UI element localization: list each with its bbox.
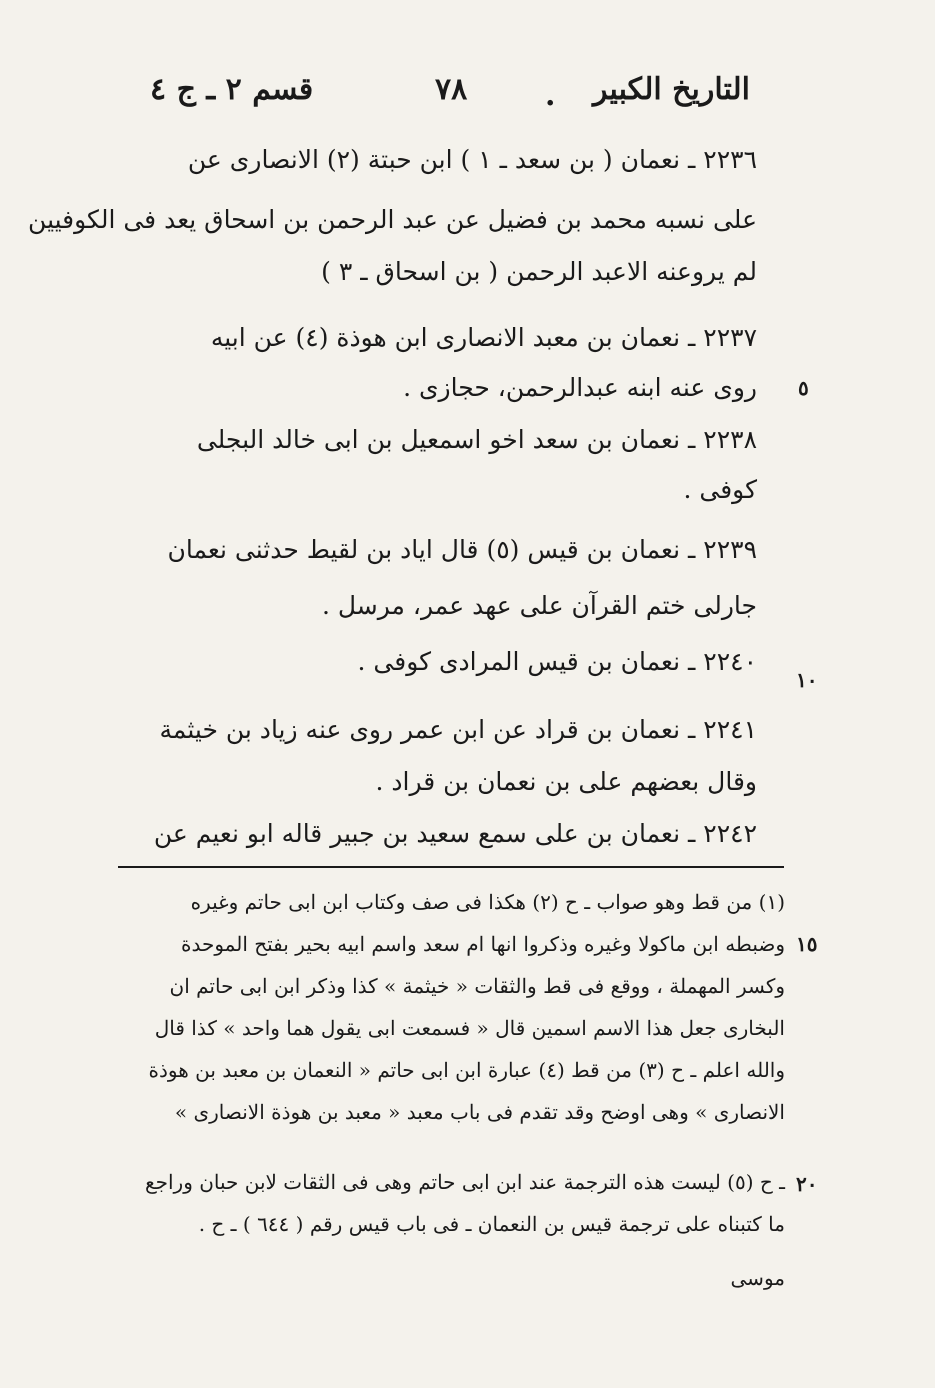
margin-line-number: ٥ bbox=[798, 376, 809, 400]
header-separator: . bbox=[545, 78, 556, 113]
footnote-line: البخارى جعل هذا الاسم اسمين قال « فسمعت ابى يقول هما واحد » كذا قال bbox=[154, 1016, 785, 1040]
footnote-line: وكسر المهملة ، ووقع فى قط والثقات « خيثمة » كذا وذكر ابن ابى حاتم ان bbox=[169, 974, 785, 998]
footnote-line: وضبطه ابن ماكولا وغيره وذكروا انها ام سعد واسم ابيه بحير بفتح الموحدة bbox=[180, 932, 785, 956]
text-line: ٢٢٣٩ ـ نعمان بن قيس (٥) قال اياد بن لقيط حدثنى نعمان bbox=[167, 535, 757, 564]
text-line: ٢٢٤١ ـ نعمان بن قراد عن ابن عمر روى عنه زياد بن خيثمة bbox=[159, 715, 757, 744]
book-title: التاريخ الكبير bbox=[592, 72, 750, 107]
text-line: ٢٢٣٧ ـ نعمان بن معبد الانصارى ابن هوذة (٤) عن ابيه bbox=[210, 323, 757, 352]
footnote-line: الانصارى » وهى اوضح وقد تقدم فى باب معبد « معبد بن هوذة الانصارى » bbox=[174, 1100, 785, 1124]
footnote-divider bbox=[118, 866, 784, 868]
text-line: وقال بعضهم على بن نعمان بن قراد . bbox=[375, 767, 757, 796]
margin-line-number: ١٠ bbox=[796, 668, 818, 692]
text-line: ٢٢٤٢ ـ نعمان بن على سمع سعيد بن جبير قاله ابو نعيم عن bbox=[153, 819, 757, 848]
text-line: روى عنه ابنه عبدالرحمن، حجازى . bbox=[403, 373, 757, 402]
text-line: ٢٢٣٨ ـ نعمان بن سعد اخو اسمعيل بن ابى خالد البجلى bbox=[196, 425, 757, 454]
footnote-line: ـ ح (٥) ليست هذه الترجمة عند ابن ابى حاتم وهى فى الثقات لابن حبان وراجع bbox=[144, 1170, 785, 1194]
section-label: قسم ٢ ـ ج ٤ bbox=[150, 72, 314, 107]
footnote-line: موسى bbox=[730, 1266, 785, 1290]
footnote-line: (١) من قط وهو صواب ـ ح (٢) هكذا فى صف وكتاب ابن ابى حاتم وغيره bbox=[190, 890, 785, 914]
footnote-line: والله اعلم ـ ح (٣) من قط (٤) عبارة ابن ابى حاتم « النعمان بن معبد بن هوذة bbox=[148, 1058, 785, 1082]
text-line: ٢٢٣٦ ـ نعمان ( بن سعد ـ ١ ) ابن حبتة (٢) الانصارى عن bbox=[187, 145, 757, 174]
page-number: ٧٨ bbox=[435, 72, 468, 107]
text-line: جارلى ختم القرآن على عهد عمر، مرسل . bbox=[321, 591, 757, 620]
text-line: ٢٢٤٠ ـ نعمان بن قيس المرادى كوفى . bbox=[357, 647, 757, 676]
footnote-line: ما كتبناه على ترجمة قيس بن النعمان ـ فى باب قيس رقم ( ٦٤٤ ) ـ ح . bbox=[198, 1212, 785, 1236]
text-line: كوفى . bbox=[683, 475, 757, 504]
margin-line-number: ٢٠ bbox=[796, 1172, 818, 1196]
text-line: على نسبه محمد بن فضيل عن عبد الرحمن بن اسحاق يعد فى الكوفيين bbox=[28, 205, 757, 234]
page-header bbox=[150, 72, 750, 122]
margin-line-number: ١٥ bbox=[796, 932, 818, 956]
text-line: لم يروعنه الاعبد الرحمن ( بن اسحاق ـ ٣ ) bbox=[321, 257, 757, 286]
